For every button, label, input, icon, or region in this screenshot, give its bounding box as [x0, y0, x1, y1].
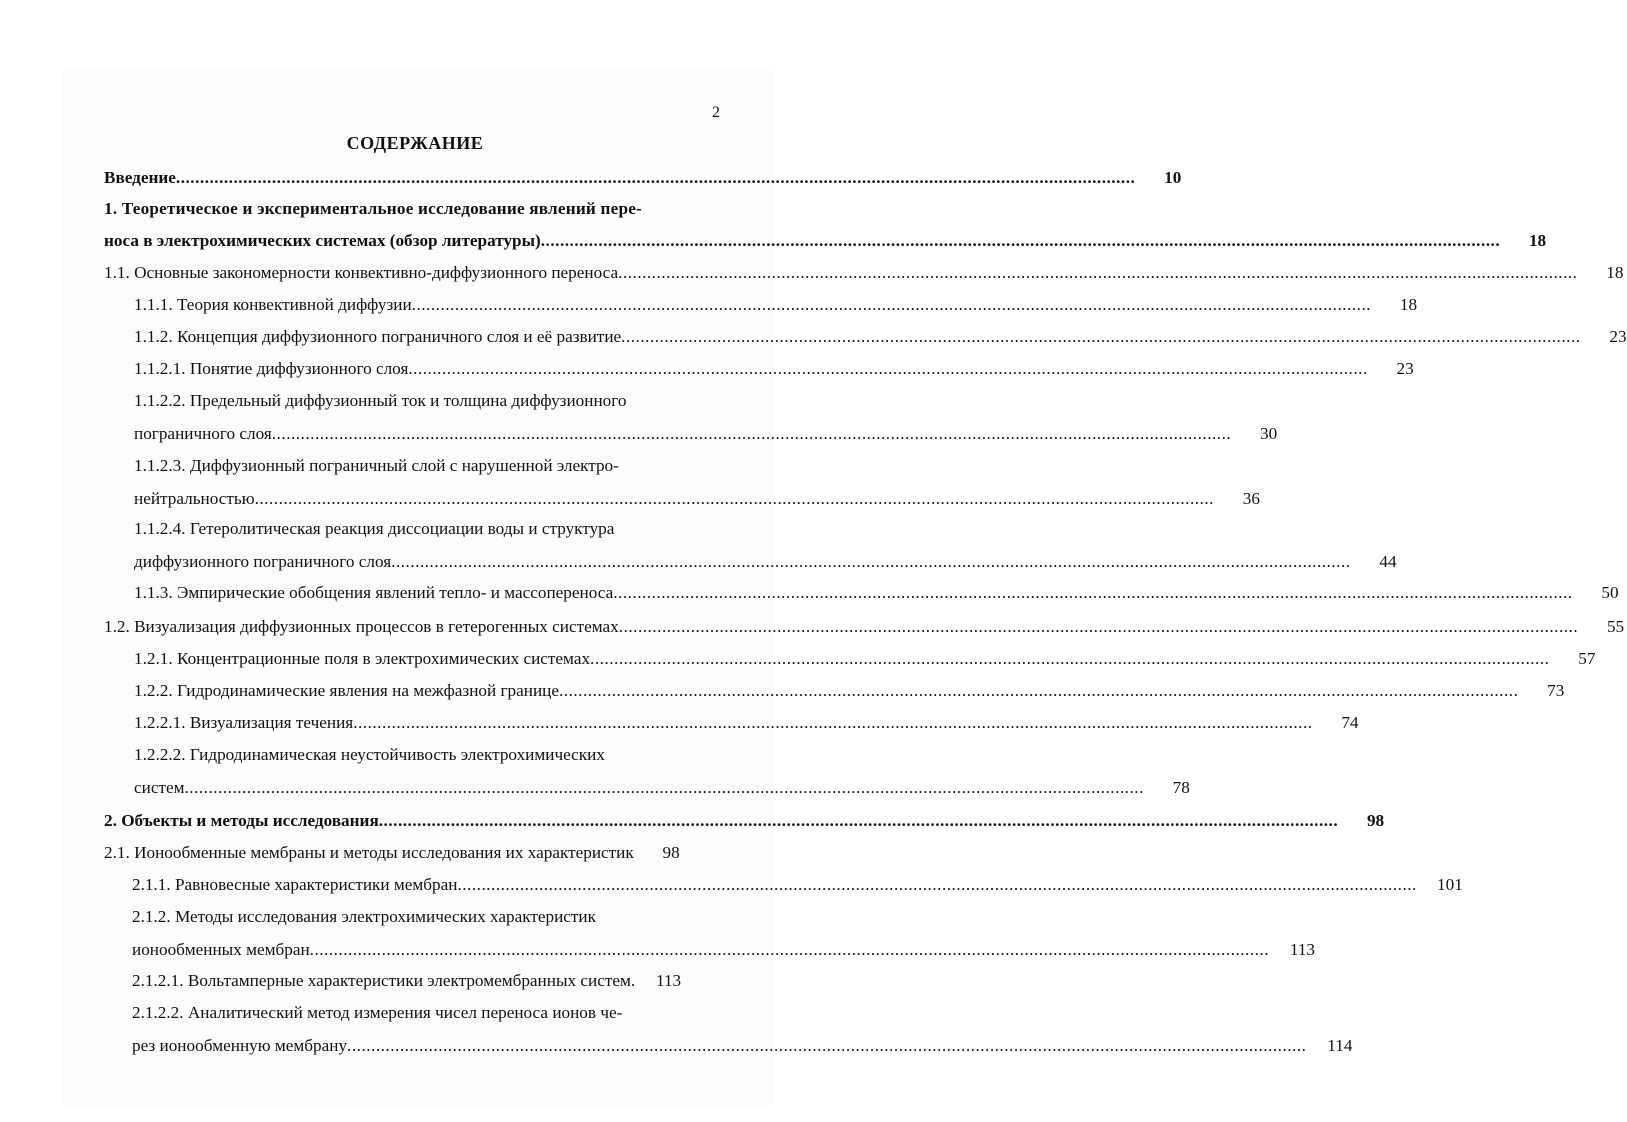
toc-entry-page: 55 [1606, 617, 1625, 636]
toc-entry-1-2-2-2[interactable] [134, 740, 1190, 804]
toc-entry-text: ионообменных мембран [132, 940, 310, 959]
page-number: 2 [712, 104, 720, 121]
toc-entry-introduction[interactable] [104, 163, 1182, 193]
toc-entry-1-1-2-3[interactable] [134, 451, 1260, 515]
dot-leader [176, 163, 1135, 193]
toc-entry-1-1-3[interactable] [134, 578, 1619, 608]
toc-entry-page: 101 [1437, 875, 1463, 894]
toc-entry-text: 2.1. Ионообменные мембраны и методы исследования их характеристик [104, 843, 634, 862]
toc-entry-2-1-1[interactable] [132, 870, 1463, 900]
toc-entry-text-line1: 1.1.2.2. Предельный диффузионный ток и толщина диффузионного [134, 391, 627, 410]
dot-leader [353, 708, 1312, 738]
toc-entry-text: 1.2. Визуализация диффузионных процессов в гетерогенных системах [104, 617, 619, 636]
dot-leader [541, 226, 1500, 256]
toc-entry-text: носа в электрохимических системах (обзор литературы) [104, 231, 541, 250]
toc-entry-text-line1: 2.1.2.2. Аналитический метод измерения чисел переноса ионов че- [132, 1003, 623, 1022]
toc-entry-page: 50 [1601, 583, 1619, 602]
toc-entry-2-1-2-1[interactable] [132, 966, 784, 996]
toc-entry-text: 1.1.1. Теория конвективной диффузии [134, 295, 412, 314]
toc-entry-page: 74 [1341, 713, 1359, 732]
toc-entry-page: 18 [1399, 295, 1418, 314]
toc-entry-chapter-1[interactable] [104, 194, 1547, 254]
toc-entry-text: 2.1.1. Равновесные характеристики мембран [132, 875, 458, 894]
toc-entry-1-1-2-4[interactable] [134, 514, 1397, 578]
toc-entry-text-line1: 2.1.2. Методы исследования электрохимических характеристик [132, 907, 596, 926]
toc-entry-page: 18 [1528, 231, 1547, 250]
toc-entry-page: 73 [1547, 681, 1565, 700]
toc-entry-page: 23 [1396, 359, 1414, 378]
dot-leader [618, 258, 1577, 288]
toc-entry-text: 2.1.2.1. Вольтамперные характеристики электромембранных систем. [132, 971, 636, 990]
toc-entry-page: 18 [1606, 263, 1624, 282]
toc-title: СОДЕРЖАНИЕ [346, 133, 484, 153]
toc-entry-text: нейтральностью [134, 489, 255, 508]
toc-entry-text: 1.1.3. Эмпирические обобщения явлений тепло- и массопереноса [134, 583, 614, 602]
toc-entry-page: 114 [1327, 1036, 1353, 1055]
toc-entry-text: 2. Объекты и методы исследования [104, 811, 379, 830]
dot-leader [412, 290, 1371, 320]
toc-entry-page: 113 [1289, 940, 1316, 959]
dot-leader [408, 354, 1367, 384]
toc-entry-1-1-1[interactable] [134, 290, 1418, 320]
toc-entry-text: рез ионообменную мембрану [132, 1036, 348, 1055]
toc-entry-2-1-2-2[interactable] [132, 998, 1353, 1062]
toc-entry-text: диффузионного пограничного слоя [134, 552, 392, 571]
dot-leader [379, 806, 1338, 836]
dot-leader [184, 773, 1143, 803]
toc-entry-page: 78 [1172, 778, 1190, 797]
toc-entry-text: систем [134, 778, 185, 797]
toc-entry-text-line1: 1. Теоретическое и экспериментальное исследование явлений пере- [104, 199, 642, 218]
dot-leader [255, 484, 1214, 514]
toc-entry-1-2[interactable] [104, 612, 1625, 642]
toc-entry-page: 10 [1164, 168, 1182, 187]
toc-entry-1-2-2-1[interactable] [134, 708, 1359, 738]
toc-entry-2-1-2[interactable] [132, 902, 1316, 966]
dot-leader [310, 935, 1269, 965]
toc-entry-page: 30 [1259, 424, 1278, 443]
toc-entry-text-line1: 1.1.2.3. Диффузионный пограничный слой с нарушенной электро- [134, 456, 619, 475]
toc-entry-page: 23 [1609, 327, 1627, 346]
toc-entry-page: 98 [662, 843, 680, 862]
dot-leader [272, 419, 1231, 449]
dot-leader [457, 870, 1416, 900]
dot-leader [590, 644, 1549, 674]
toc-entry-text: 1.1. Основные закономерности конвективно-диффузионного переноса [104, 263, 619, 282]
toc-entry-2-1[interactable] [104, 838, 784, 868]
toc-entry-text: 1.2.2.1. Визуализация течения [134, 713, 354, 732]
dot-leader [621, 322, 1580, 352]
toc-entry-1-1[interactable] [104, 258, 1624, 288]
dot-leader [619, 612, 1578, 642]
toc-entry-text: 1.2.2. Гидродинамические явления на межфазной границе [134, 681, 559, 700]
toc-entry-text: 1.2.1. Концентрационные поля в электрохимических системах [134, 649, 591, 668]
toc-entry-page: 57 [1578, 649, 1596, 668]
toc-entry-1-1-2-1[interactable] [134, 354, 1414, 384]
toc-entry-text-line1: 1.2.2.2. Гидродинамическая неустойчивость электрохимических [134, 745, 605, 764]
dot-leader [613, 578, 1572, 608]
toc-entry-text: 1.1.2.1. Понятие диффузионного слоя [134, 359, 409, 378]
toc-entry-text: Введение [104, 168, 176, 187]
toc-entry-1-2-1[interactable] [134, 644, 1596, 674]
dot-leader [559, 676, 1518, 706]
toc-entry-page: 98 [1366, 811, 1385, 830]
toc-entry-1-1-2-2[interactable] [134, 386, 1278, 450]
toc-entry-text: пограничного слоя [134, 424, 272, 443]
dot-leader [391, 547, 1350, 577]
toc-entry-page: 44 [1379, 552, 1397, 571]
toc-entry-page: 36 [1242, 489, 1260, 508]
toc-entry-text: 1.1.2. Концепция диффузионного пограничного слоя и её развитие [134, 327, 622, 346]
toc-entry-1-1-2[interactable] [134, 322, 1627, 352]
dot-leader [347, 1031, 1306, 1061]
toc-entry-1-2-2[interactable] [134, 676, 1565, 706]
toc-entry-page: 113 [656, 971, 682, 990]
toc-entry-chapter-2[interactable] [104, 806, 1385, 836]
toc-entry-text-line1: 1.1.2.4. Гетеролитическая реакция диссоциации воды и структура [134, 519, 615, 538]
